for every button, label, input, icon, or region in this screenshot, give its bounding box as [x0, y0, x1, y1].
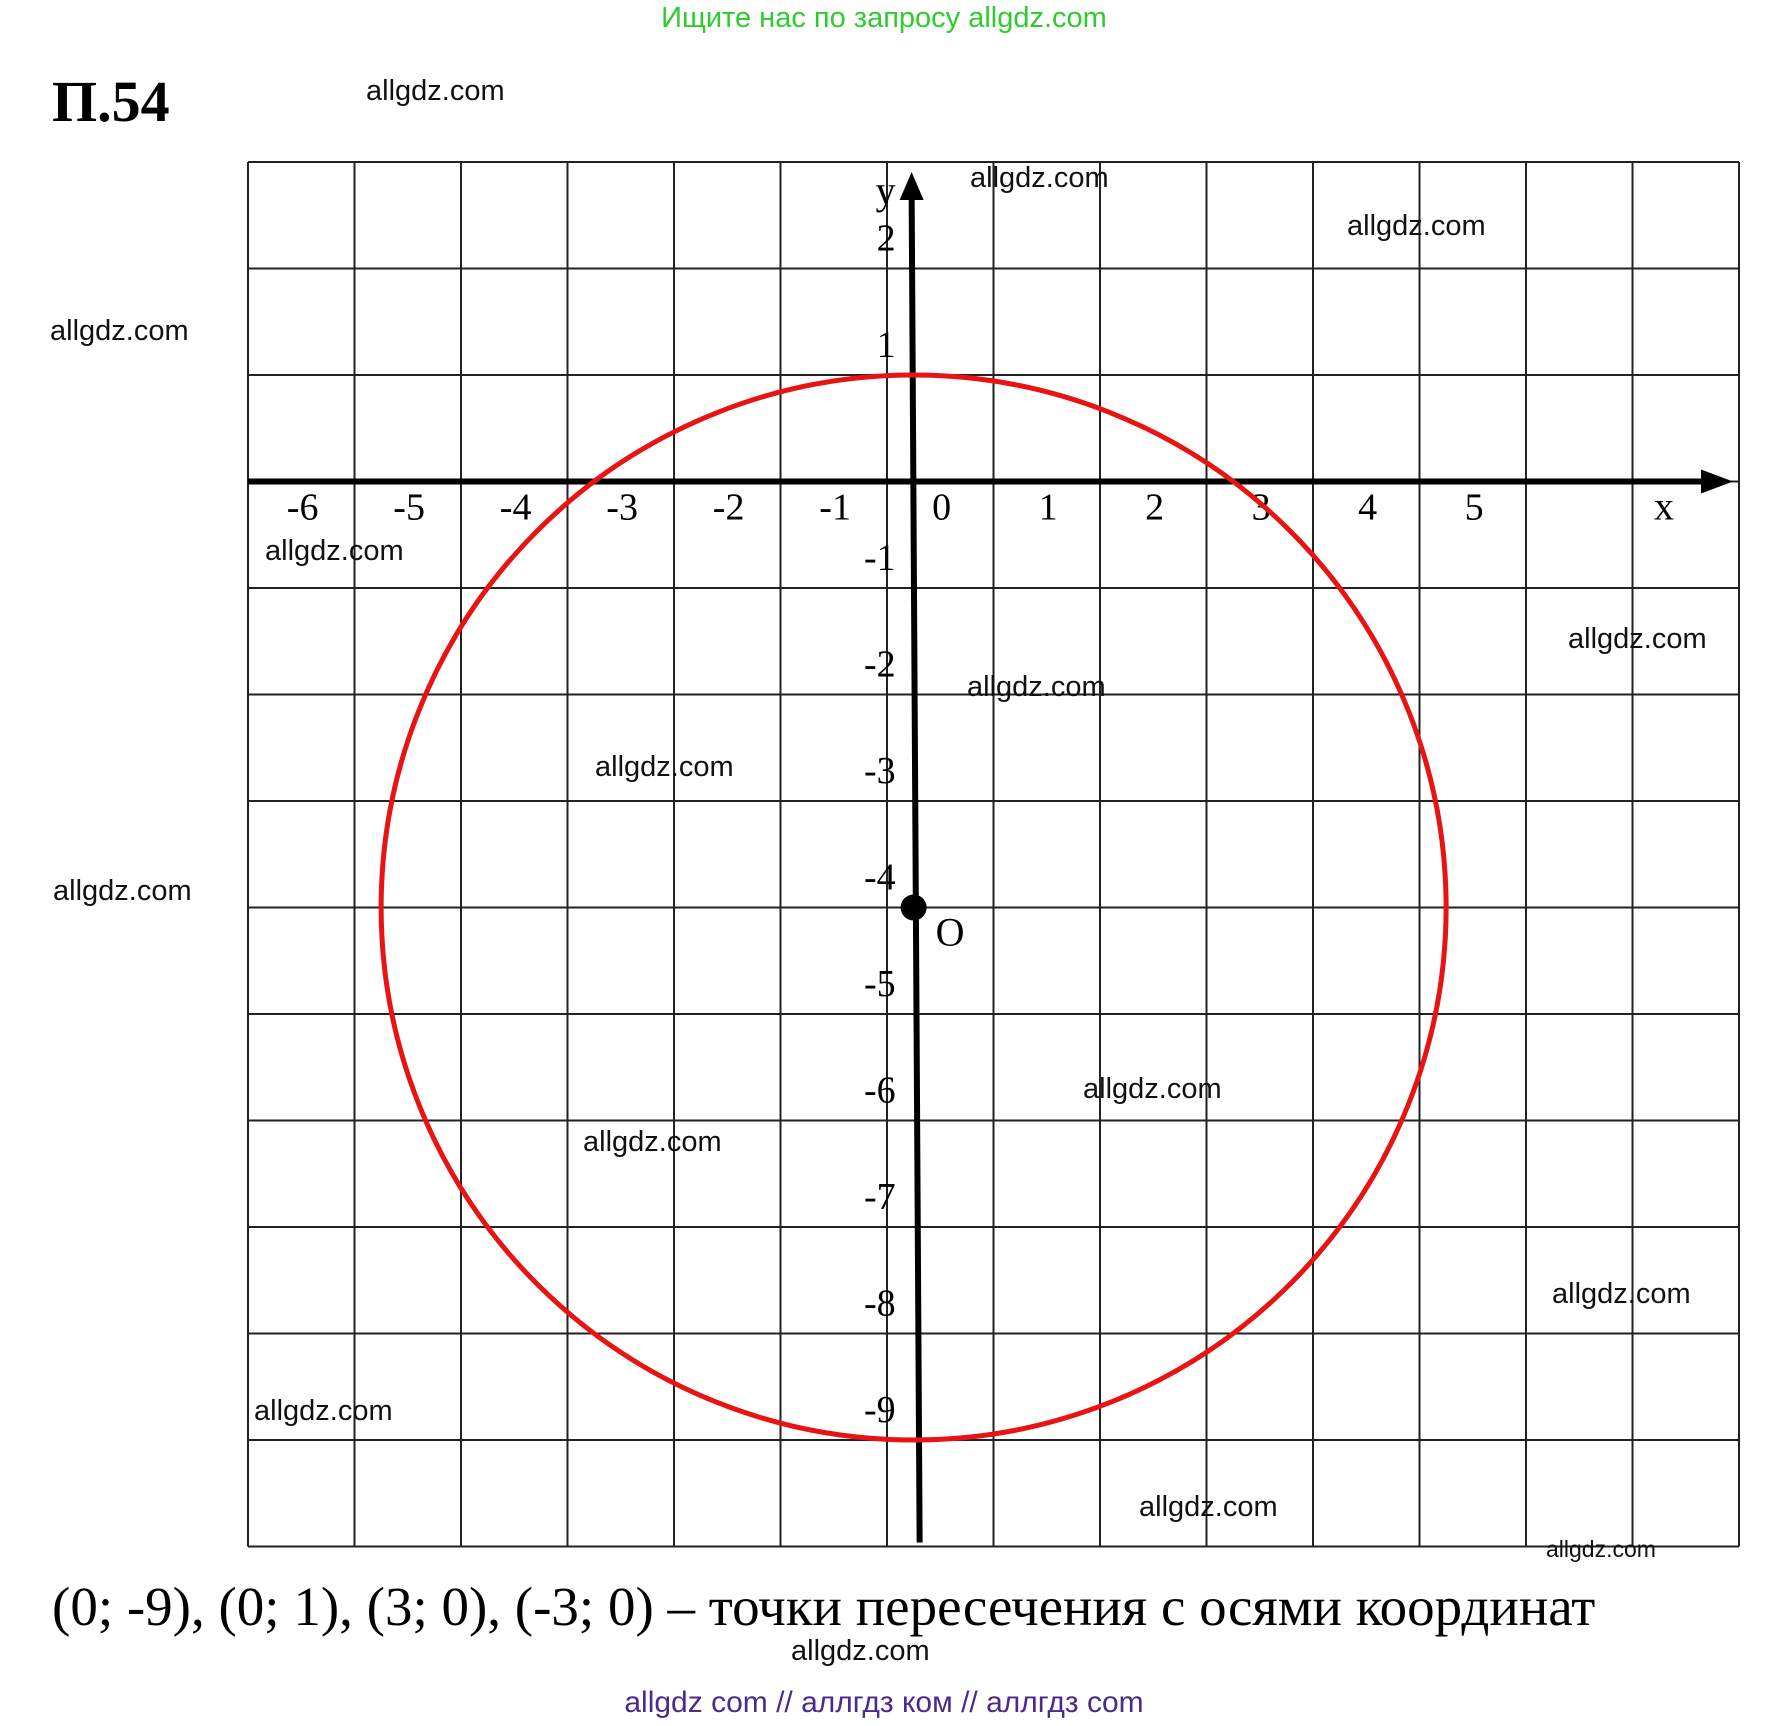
- x-tick-label: -4: [499, 486, 532, 529]
- x-tick-label: 3: [1251, 486, 1271, 529]
- watermark: allgdz.com: [53, 875, 192, 907]
- watermark: allgdz.com: [970, 162, 1109, 194]
- watermark: allgdz.com: [595, 751, 734, 783]
- y-axis-label: y: [875, 168, 896, 213]
- x-axis-label: x: [1654, 483, 1674, 529]
- y-tick-label: 1: [876, 324, 896, 367]
- x-tick-label: 4: [1358, 486, 1378, 529]
- watermark: allgdz.com: [583, 1126, 722, 1158]
- center-point-label: O: [935, 909, 965, 955]
- x-tick-label: -1: [819, 486, 851, 529]
- y-tick-label: -9: [863, 1389, 896, 1432]
- y-tick-label: -5: [863, 963, 896, 1006]
- y-tick-label: 2: [876, 217, 896, 260]
- problem-number: П.54: [52, 69, 170, 134]
- answer-text: (0; -9), (0; 1), (3; 0), (-3; 0) – точки пересечения с осями координат: [52, 1576, 1596, 1637]
- x-axis-arrow: [1701, 470, 1733, 494]
- watermark: allgdz.com: [1552, 1278, 1691, 1310]
- watermark: allgdz.com: [50, 315, 189, 347]
- x-tick-label: 5: [1464, 486, 1484, 529]
- y-tick-label: -8: [863, 1282, 896, 1325]
- top-banner[interactable]: Ищите нас по запросу allgdz.com: [661, 2, 1107, 34]
- y-axis-arrow: [900, 172, 924, 200]
- y-tick-label: -3: [863, 750, 896, 793]
- x-tick-label: 2: [1145, 486, 1165, 529]
- center-point: [901, 895, 927, 921]
- watermark: allgdz.com: [265, 535, 404, 567]
- x-tick-label: -3: [606, 486, 638, 529]
- y-tick-label: -7: [863, 1176, 896, 1219]
- y-tick-label: -1: [863, 537, 896, 580]
- watermark: allgdz.com: [366, 75, 505, 107]
- x-tick-label: 1: [1038, 486, 1058, 529]
- watermark: allgdz.com: [1347, 210, 1486, 242]
- watermark: allgdz.com: [1139, 1491, 1278, 1523]
- watermark: allgdz.com: [1568, 623, 1707, 655]
- y-tick-label: -4: [863, 856, 896, 899]
- x-tick-label: -5: [393, 486, 425, 529]
- grid-lines: [248, 162, 1739, 1547]
- y-tick-label: -6: [863, 1069, 896, 1112]
- y-tick-label: -2: [863, 643, 896, 686]
- watermark: allgdz.com: [791, 1635, 930, 1667]
- footer-links[interactable]: allgdz com // аллгдз ком // аллгдз com: [624, 1686, 1144, 1719]
- x-tick-label: -6: [286, 486, 319, 529]
- watermark: allgdz.com: [1083, 1073, 1222, 1105]
- watermark: allgdz.com: [967, 671, 1106, 703]
- x-tick-label: 0: [932, 486, 952, 529]
- x-tick-label: -2: [712, 486, 745, 529]
- y-axis: [912, 192, 920, 1543]
- watermark: allgdz.com: [1546, 1536, 1656, 1562]
- watermark: allgdz.com: [254, 1395, 393, 1427]
